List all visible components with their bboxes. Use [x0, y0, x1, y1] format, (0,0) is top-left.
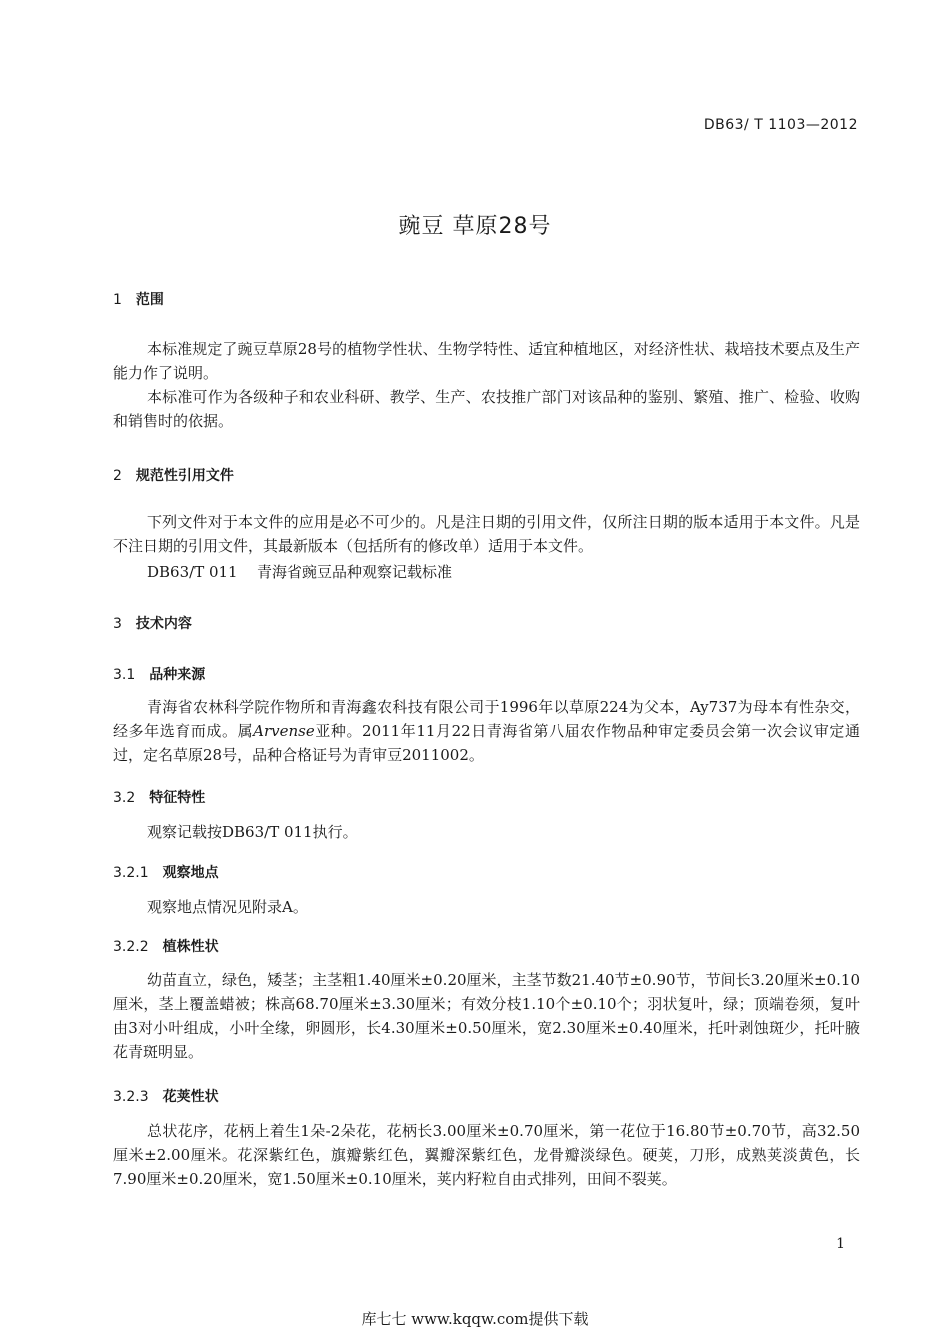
section-heading-3-2-1: [113, 862, 219, 882]
section-heading-3-2: [113, 787, 205, 807]
section-title: 特征特性: [149, 790, 206, 806]
paragraph: 本标准可作为各级种子和农业科研、教学、生产、农技推广部门对该品种的鉴别、繁殖、推广、检验、收购和销售时的依据。: [113, 388, 860, 430]
footer-watermark: 库七七 www.kqqw.com提供下载: [361, 1310, 589, 1328]
paragraph: [113, 695, 860, 767]
section-number: 2: [113, 468, 122, 484]
section-heading-2: [113, 465, 234, 485]
section-title: 观察地点: [162, 865, 219, 881]
reference-code: DB63/T 011: [147, 563, 238, 581]
section-heading-3-2-3: [113, 1086, 219, 1106]
section-title: 植株性状: [162, 939, 219, 955]
document-title: 豌豆 草原28号: [398, 214, 552, 239]
paragraph: 本标准规定了豌豆草原28号的植物学性状、生物学特性、适宜种植地区，对经济性状、栽培技术要点及生产能力作了说明。: [113, 340, 860, 382]
section-number: 3: [113, 616, 122, 632]
section-number: 3.2.3: [113, 1089, 149, 1105]
section-title: 规范性引用文件: [135, 468, 234, 484]
text-run: 青海省农林科学院作物所和青海鑫农科技有限公司于1996年以草原224为父本，Ay737为母本有性杂交，经多年选育而成。属: [113, 698, 860, 740]
reference-title: 青海省豌豆品种观察记载标准: [257, 563, 453, 581]
text-run: 亚种。2011年11月22日青海省第八届农作物品种审定委员会第一次会议审定通过，定名草原28号，品种合格证号为青审豆2011002。: [113, 722, 860, 764]
section-heading-3-1: [113, 664, 205, 684]
paragraph: 下列文件对于本文件的应用是必不可少的。凡是注日期的引用文件，仅所注日期的版本适用于本文件。凡是不注日期的引用文件，其最新版本（包括所有的修改单）适用于本文件。: [113, 513, 860, 555]
paragraph: 观察地点情况见附录A。: [147, 898, 308, 916]
document-code: DB63/ T 1103—2012: [703, 117, 858, 133]
paragraph: 幼苗直立，绿色，矮茎；主茎粗1.40厘米±0.20厘米，主茎节数21.40节±0.90节，节间长3.20厘米±0.10厘米，茎上覆盖蜡被；株高68.70厘米±3.30厘米；有效分枝1.10个±0.10个；羽状复叶，绿；顶端卷须，复叶由3对小叶组成，小叶全缘，卵圆形，长4.30厘米±0.50厘米，宽2.30厘米±0.40厘米，托叶剥蚀斑少，托叶腋花青斑明显。: [113, 971, 860, 1061]
section-number: 3.2.2: [113, 939, 149, 955]
section-number: 3.2: [113, 790, 136, 806]
section-heading-3: [113, 613, 192, 633]
page-number: 1: [836, 1236, 845, 1252]
paragraph: 总状花序，花柄上着生1朵-2朵花，花柄长3.00厘米±0.70厘米，第一花位于16.80节±0.70节，高32.50厘米±2.00厘米。花深紫红色，旗瓣紫红色，翼瓣深紫红色，龙骨瓣淡绿色。硬荚，刀形，成熟荚淡黄色，长7.90厘米±0.20厘米，宽1.50厘米±0.10厘米，荚内籽粒自由式排列，田间不裂荚。: [113, 1122, 860, 1188]
section-heading-3-2-2: [113, 936, 219, 956]
section-number: 3.1: [113, 667, 136, 683]
section-number: 3.2.1: [113, 865, 149, 881]
section-heading-1: [113, 289, 164, 309]
paragraph: 观察记载按DB63/T 011执行。: [147, 823, 358, 841]
section-title: 范围: [135, 292, 164, 308]
section-title: 技术内容: [135, 616, 192, 632]
italic-term: Arvense: [253, 722, 315, 740]
section-number: 1: [113, 292, 122, 308]
section-title: 花荚性状: [162, 1089, 219, 1105]
section-title: 品种来源: [149, 667, 206, 683]
normative-reference: [147, 560, 452, 584]
